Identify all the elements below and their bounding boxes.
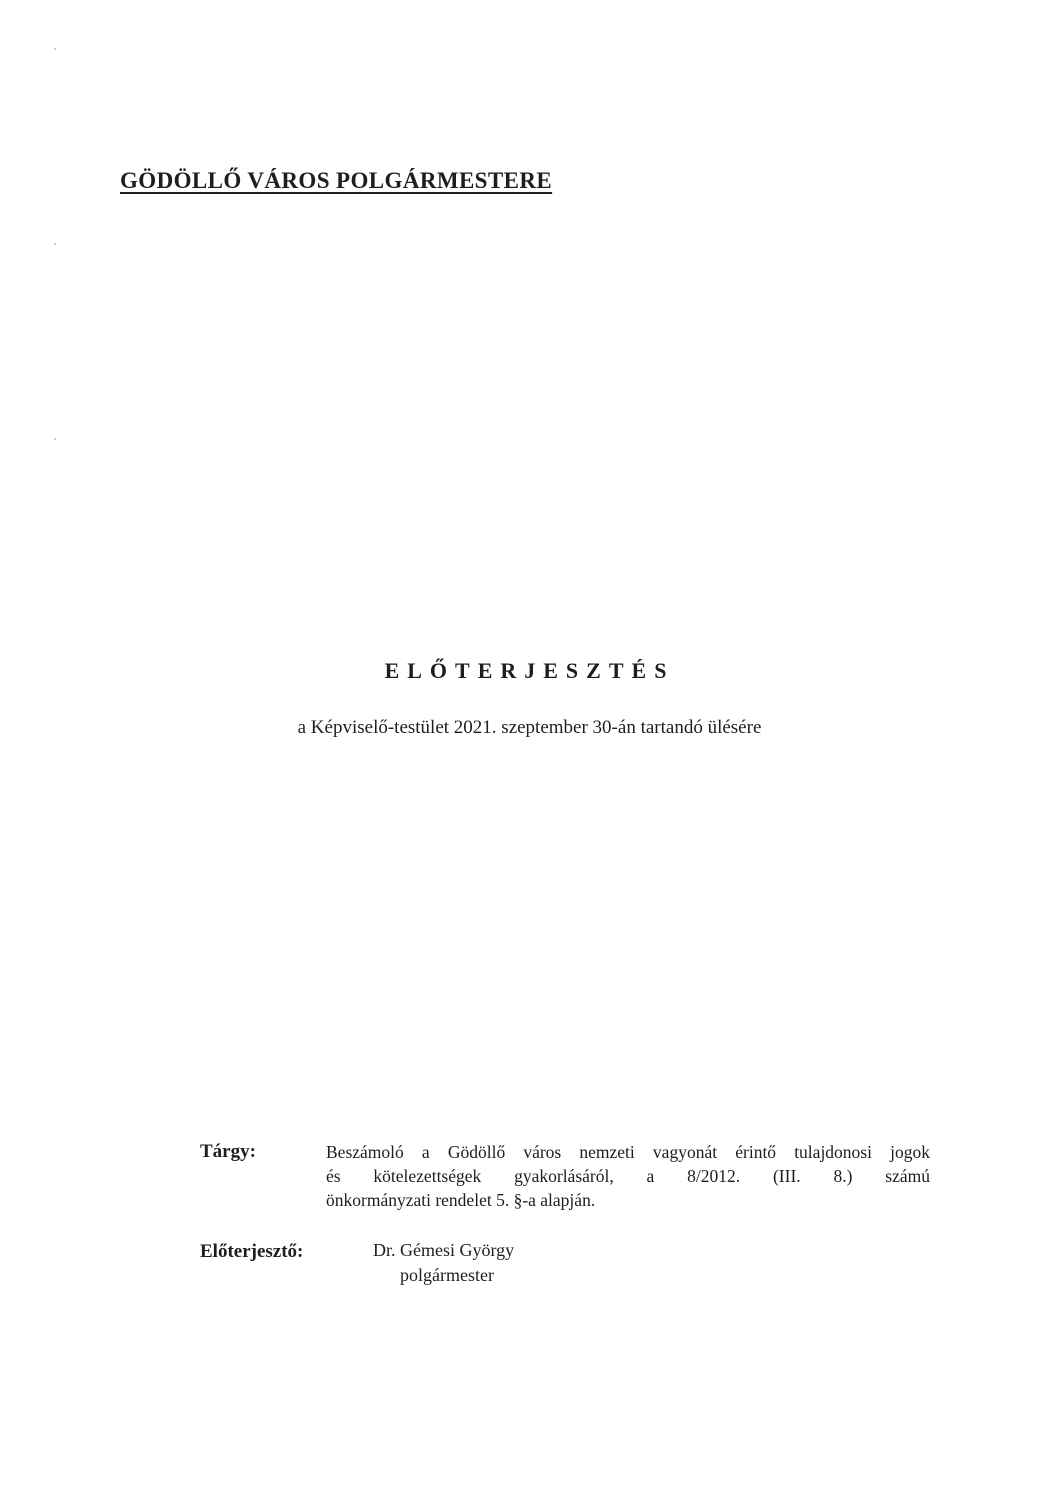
document-title: ELŐTERJESZTÉS [384, 658, 675, 683]
presenter-label: Előterjesztő: [200, 1241, 304, 1262]
subject-label: Tárgy: [200, 1141, 256, 1162]
scan-speck [54, 48, 56, 50]
presenter-name: Dr. Gémesi György [373, 1240, 515, 1260]
document-subtitle: a Képviselő-testület 2021. szeptember 30-án tartandó ülésére [297, 717, 762, 738]
subject-line: és kötelezettségek gyakorlásáról, a 8/2012. (III. 8.) számú [326, 1166, 930, 1186]
subject-text [326, 1140, 930, 1212]
scan-speck [54, 243, 56, 245]
issuer-heading: GÖDÖLLŐ VÁROS POLGÁRMESTERE [120, 168, 553, 193]
presenter-role: polgármester [400, 1265, 494, 1285]
subject-line: önkormányzati rendelet 5. §-a alapján. [326, 1190, 596, 1210]
scan-speck [54, 438, 56, 440]
subject-line: Beszámoló a Gödöllő város nemzeti vagyonát érintő tulajdonosi jogok [326, 1142, 930, 1162]
